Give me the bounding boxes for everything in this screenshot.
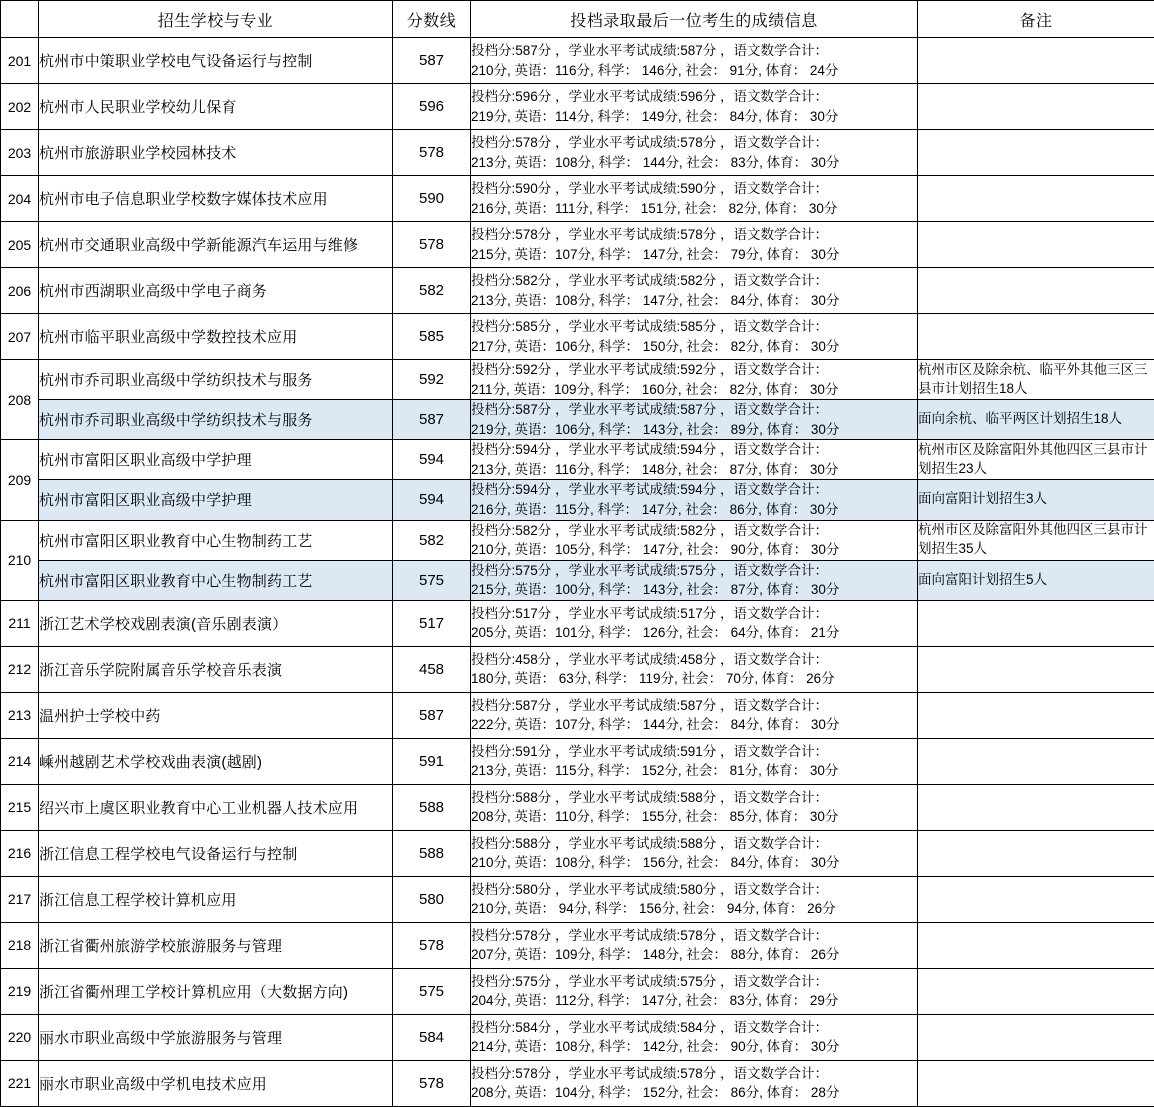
row-index: 201 [1,38,39,84]
row-index: 204 [1,176,39,222]
remark [918,84,1154,130]
school-major-name: 温州护士学校中药 [39,692,393,738]
school-major-name: 浙江省衢州理工学校计算机应用（大数据方向) [39,968,393,1014]
header-detail: 投档录取最后一位考生的成绩信息 [471,1,918,38]
detail-line-2: 217分, 英语：106分, 科学： 150分, 社会： 82分, 体育： 30分 [471,337,917,357]
row-index: 218 [1,922,39,968]
school-major-name: 浙江省衢州旅游学校旅游服务与管理 [39,922,393,968]
score-line: 517 [393,600,471,646]
remark [918,38,1154,84]
school-major-name: 杭州市人民职业学校幼儿保育 [39,84,393,130]
detail-line-2: 213分, 英语：108分, 科学： 147分, 社会： 84分, 体育： 30分 [471,291,917,311]
score-line: 582 [393,520,471,560]
school-major-name: 浙江音乐学院附属音乐学校音乐表演 [39,646,393,692]
row-index: 220 [1,1014,39,1060]
score-line: 592 [393,360,471,400]
table-row [1,360,1154,400]
remark [918,830,1154,876]
score-line: 588 [393,830,471,876]
detail-line-1: 投档分:591分 ，学业水平考试成绩:591分 ，语文数学合计： [471,742,917,762]
school-major-name: 丽水市职业高级中学机电技术应用 [39,1060,393,1106]
remark: 杭州市区及除余杭、临平外其他三区三县市计划招生18人 [918,360,1154,400]
last-admitted-detail [471,520,918,560]
detail-line-1: 投档分:594分 ，学业水平考试成绩:594分 ，语文数学合计： [471,440,917,460]
table-row [1,560,1154,600]
detail-line-2: 210分, 英语： 94分, 科学： 156分, 社会： 94分, 体育： 26分 [471,899,917,919]
remark: 面向富阳计划招生5人 [918,560,1154,600]
table-row [1,876,1154,922]
row-index: 219 [1,968,39,1014]
school-major-name: 杭州市乔司职业高级中学纺织技术与服务 [39,360,393,400]
last-admitted-detail [471,440,918,480]
remark: 杭州市区及除富阳外其他四区三县市计划招生23人 [918,440,1154,480]
last-admitted-detail [471,784,918,830]
detail-line-1: 投档分:575分 ，学业水平考试成绩:575分 ，语文数学合计： [471,561,917,581]
school-major-name: 杭州市乔司职业高级中学纺织技术与服务 [39,400,393,440]
detail-line-1: 投档分:587分 ，学业水平考试成绩:587分 ，语文数学合计： [471,400,917,420]
score-line: 580 [393,876,471,922]
table-row [1,130,1154,176]
last-admitted-detail [471,84,918,130]
remark: 面向富阳计划招生3人 [918,480,1154,520]
score-line: 591 [393,738,471,784]
last-admitted-detail [471,600,918,646]
school-major-name: 杭州市中策职业学校电气设备运行与控制 [39,38,393,84]
detail-line-1: 投档分:578分 ，学业水平考试成绩:578分 ，语文数学合计： [471,225,917,245]
last-admitted-detail [471,968,918,1014]
table-row [1,1014,1154,1060]
detail-line-2: 210分, 英语：108分, 科学： 156分, 社会： 84分, 体育： 30分 [471,853,917,873]
remark: 面向余杭、临平两区计划招生18人 [918,400,1154,440]
table-row [1,738,1154,784]
table-row [1,1060,1154,1106]
row-index: 203 [1,130,39,176]
table-row [1,692,1154,738]
last-admitted-detail [471,176,918,222]
last-admitted-detail [471,1014,918,1060]
row-index: 213 [1,692,39,738]
score-line: 587 [393,38,471,84]
school-major-name: 杭州市交通职业高级中学新能源汽车运用与维修 [39,222,393,268]
table-row [1,400,1154,440]
school-major-name: 嵊州越剧艺术学校戏曲表演(越剧) [39,738,393,784]
last-admitted-detail [471,360,918,400]
detail-line-2: 222分, 英语：107分, 科学： 144分, 社会： 84分, 体育： 30分 [471,715,917,735]
remark [918,600,1154,646]
detail-line-2: 211分, 英语：109分, 科学： 160分, 社会： 82分, 体育： 30分 [471,380,917,400]
school-major-name: 浙江信息工程学校电气设备运行与控制 [39,830,393,876]
detail-line-2: 207分, 英语：109分, 科学： 148分, 社会： 88分, 体育： 26分 [471,945,917,965]
last-admitted-detail [471,268,918,314]
header-index [1,1,39,38]
detail-line-2: 214分, 英语：108分, 科学： 142分, 社会： 90分, 体育： 30分 [471,1037,917,1057]
header-school: 招生学校与专业 [39,1,393,38]
last-admitted-detail [471,692,918,738]
school-major-name: 杭州市旅游职业学校园林技术 [39,130,393,176]
detail-line-2: 205分, 英语：101分, 科学： 126分, 社会： 64分, 体育： 21分 [471,623,917,643]
detail-line-1: 投档分:588分 ，学业水平考试成绩:588分 ，语文数学合计： [471,788,917,808]
last-admitted-detail [471,38,918,84]
row-index: 205 [1,222,39,268]
last-admitted-detail [471,400,918,440]
row-index: 212 [1,646,39,692]
school-major-name: 浙江信息工程学校计算机应用 [39,876,393,922]
detail-line-1: 投档分:584分 ，学业水平考试成绩:584分 ，语文数学合计： [471,1018,917,1038]
score-line: 587 [393,692,471,738]
remark [918,176,1154,222]
school-major-name: 杭州市富阳区职业教育中心生物制药工艺 [39,560,393,600]
score-line: 585 [393,314,471,360]
row-index: 210 [1,520,39,600]
table-row [1,84,1154,130]
detail-line-1: 投档分:517分 ，学业水平考试成绩:517分 ，语文数学合计： [471,604,917,624]
detail-line-1: 投档分:587分 ，学业水平考试成绩:587分 ，语文数学合计： [471,696,917,716]
table-row [1,222,1154,268]
score-line: 582 [393,268,471,314]
detail-line-1: 投档分:588分 ，学业水平考试成绩:588分 ，语文数学合计： [471,834,917,854]
remark [918,922,1154,968]
detail-line-2: 210分, 英语：116分, 科学： 146分, 社会： 91分, 体育： 24分 [471,61,917,81]
last-admitted-detail [471,922,918,968]
last-admitted-detail [471,1060,918,1106]
row-index: 206 [1,268,39,314]
table-header-row [1,1,1154,38]
row-index: 214 [1,738,39,784]
header-note: 备注 [918,1,1154,38]
school-major-name: 杭州市富阳区职业高级中学护理 [39,480,393,520]
detail-line-2: 216分, 英语：111分, 科学： 151分, 社会： 82分, 体育： 30分 [471,199,917,219]
last-admitted-detail [471,560,918,600]
remark [918,876,1154,922]
detail-line-2: 215分, 英语：100分, 科学： 143分, 社会： 87分, 体育： 30分 [471,580,917,600]
last-admitted-detail [471,830,918,876]
table-row [1,440,1154,480]
score-line: 575 [393,560,471,600]
detail-line-2: 219分, 英语：106分, 科学： 143分, 社会： 89分, 体育： 30分 [471,420,917,440]
table-row [1,968,1154,1014]
detail-line-1: 投档分:580分 ，学业水平考试成绩:580分 ，语文数学合计： [471,880,917,900]
row-index: 209 [1,440,39,520]
school-major-name: 杭州市富阳区职业高级中学护理 [39,440,393,480]
row-index: 217 [1,876,39,922]
table-row [1,520,1154,560]
school-major-name: 丽水市职业高级中学旅游服务与管理 [39,1014,393,1060]
score-line: 587 [393,400,471,440]
detail-line-2: 216分, 英语：115分, 科学： 147分, 社会： 86分, 体育： 30分 [471,500,917,520]
detail-line-2: 210分, 英语：105分, 科学： 147分, 社会： 90分, 体育： 30分 [471,540,917,560]
header-score: 分数线 [393,1,471,38]
detail-line-2: 213分, 英语：115分, 科学： 152分, 社会： 81分, 体育： 30分 [471,761,917,781]
detail-line-1: 投档分:458分 ，学业水平考试成绩:458分 ，语文数学合计： [471,650,917,670]
score-line: 584 [393,1014,471,1060]
remark [918,738,1154,784]
detail-line-1: 投档分:596分 ，学业水平考试成绩:596分 ，语文数学合计： [471,87,917,107]
last-admitted-detail [471,876,918,922]
detail-line-2: 204分, 英语：112分, 科学： 147分, 社会： 83分, 体育： 29分 [471,991,917,1011]
score-line: 575 [393,968,471,1014]
detail-line-1: 投档分:575分 ，学业水平考试成绩:575分 ，语文数学合计： [471,972,917,992]
remark [918,1014,1154,1060]
table-row [1,38,1154,84]
school-major-name: 杭州市电子信息职业学校数字媒体技术应用 [39,176,393,222]
score-line: 578 [393,130,471,176]
last-admitted-detail [471,480,918,520]
table-row [1,784,1154,830]
row-index: 215 [1,784,39,830]
last-admitted-detail [471,646,918,692]
score-line: 578 [393,222,471,268]
remark [918,1060,1154,1106]
table-row [1,268,1154,314]
detail-line-1: 投档分:585分 ，学业水平考试成绩:585分 ，语文数学合计： [471,317,917,337]
row-index: 221 [1,1060,39,1106]
score-line: 578 [393,922,471,968]
school-major-name: 杭州市临平职业高级中学数控技术应用 [39,314,393,360]
row-index: 211 [1,600,39,646]
last-admitted-detail [471,130,918,176]
row-index: 202 [1,84,39,130]
detail-line-2: 208分, 英语：110分, 科学： 155分, 社会： 85分, 体育： 30分 [471,807,917,827]
row-index: 208 [1,360,39,440]
detail-line-1: 投档分:582分 ，学业水平考试成绩:582分 ，语文数学合计： [471,521,917,541]
detail-line-2: 213分, 英语：116分, 科学： 148分, 社会： 87分, 体育： 30分 [471,460,917,480]
detail-line-1: 投档分:590分 ，学业水平考试成绩:590分 ，语文数学合计： [471,179,917,199]
school-major-name: 杭州市富阳区职业教育中心生物制药工艺 [39,520,393,560]
table-row [1,314,1154,360]
school-major-name: 浙江艺术学校戏剧表演(音乐剧表演） [39,600,393,646]
row-index: 207 [1,314,39,360]
detail-line-1: 投档分:594分 ，学业水平考试成绩:594分 ，语文数学合计： [471,480,917,500]
detail-line-1: 投档分:578分 ，学业水平考试成绩:578分 ，语文数学合计： [471,926,917,946]
remark [918,692,1154,738]
detail-line-2: 180分, 英语： 63分, 科学： 119分, 社会： 70分, 体育： 26分 [471,669,917,689]
detail-line-1: 投档分:592分 ，学业水平考试成绩:592分 ，语文数学合计： [471,360,917,380]
table-row [1,176,1154,222]
school-major-name: 杭州市西湖职业高级中学电子商务 [39,268,393,314]
detail-line-2: 219分, 英语：114分, 科学： 149分, 社会： 84分, 体育： 30分 [471,107,917,127]
detail-line-1: 投档分:578分 ，学业水平考试成绩:578分 ，语文数学合计： [471,1064,917,1084]
table-row [1,922,1154,968]
score-line: 588 [393,784,471,830]
remark [918,646,1154,692]
table-row [1,646,1154,692]
table-row [1,830,1154,876]
school-major-name: 绍兴市上虞区职业教育中心工业机器人技术应用 [39,784,393,830]
detail-line-1: 投档分:582分 ，学业水平考试成绩:582分 ，语文数学合计： [471,271,917,291]
remark [918,314,1154,360]
detail-line-2: 213分, 英语：108分, 科学： 144分, 社会： 83分, 体育： 30分 [471,153,917,173]
score-line: 594 [393,480,471,520]
table-row [1,600,1154,646]
detail-line-2: 215分, 英语：107分, 科学： 147分, 社会： 79分, 体育： 30分 [471,245,917,265]
detail-line-2: 208分, 英语：104分, 科学： 152分, 社会： 86分, 体育： 28分 [471,1083,917,1103]
remark [918,130,1154,176]
remark [918,784,1154,830]
remark [918,968,1154,1014]
score-line: 458 [393,646,471,692]
remark: 杭州市区及除富阳外其他四区三县市计划招生35人 [918,520,1154,560]
last-admitted-detail [471,738,918,784]
score-line: 596 [393,84,471,130]
detail-line-1: 投档分:587分 ，学业水平考试成绩:587分 ，语文数学合计： [471,41,917,61]
table-row [1,480,1154,520]
table-body [1,38,1154,1107]
last-admitted-detail [471,314,918,360]
row-index: 216 [1,830,39,876]
score-line: 594 [393,440,471,480]
remark [918,268,1154,314]
score-line: 590 [393,176,471,222]
score-line: 578 [393,1060,471,1106]
last-admitted-detail [471,222,918,268]
detail-line-1: 投档分:578分 ，学业水平考试成绩:578分 ，语文数学合计： [471,133,917,153]
remark [918,222,1154,268]
